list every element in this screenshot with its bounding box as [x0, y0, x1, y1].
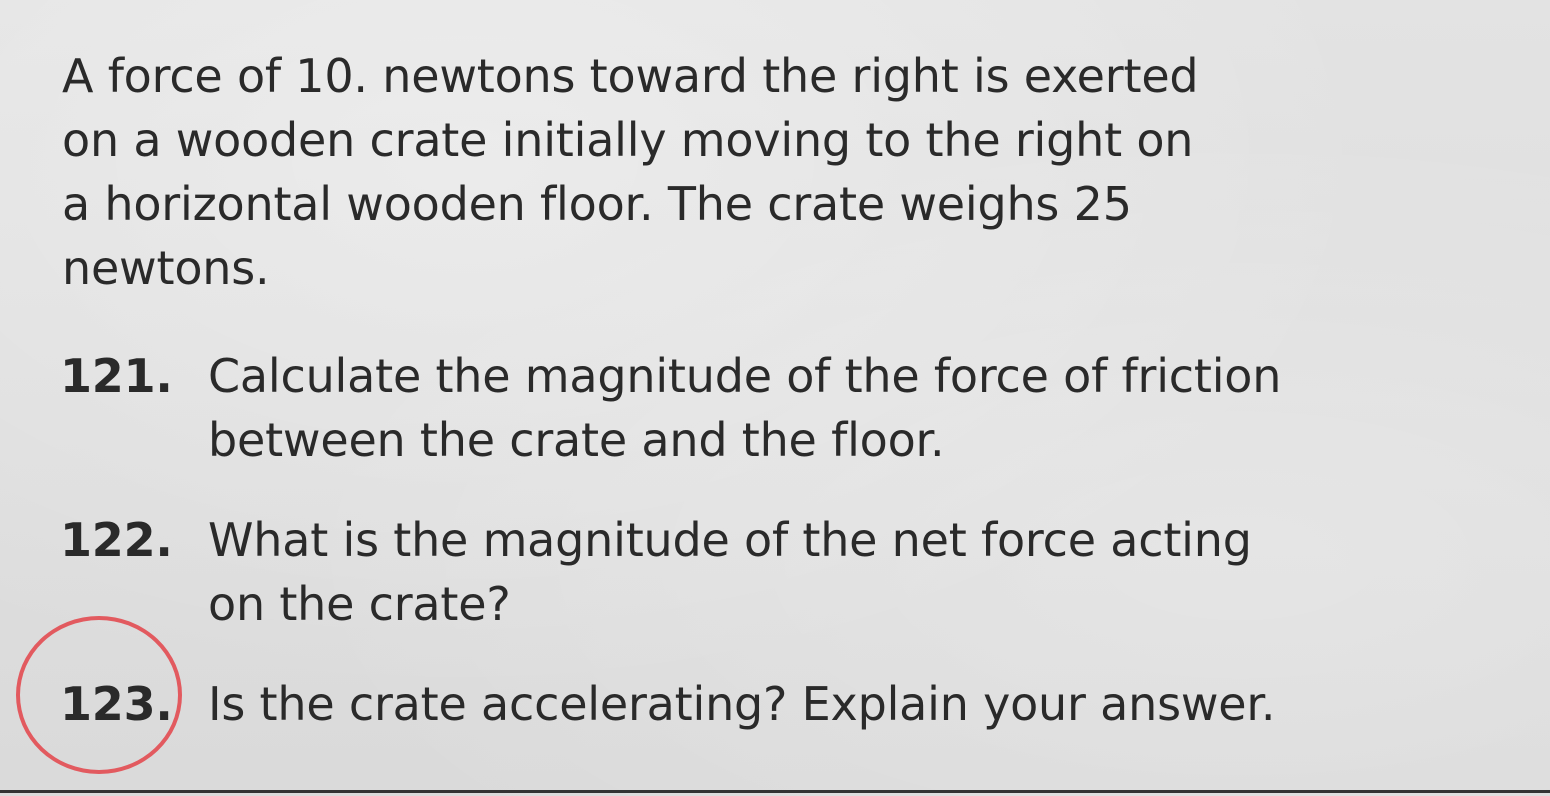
- question-number: 121.: [60, 349, 173, 403]
- question-text: Is the crate accelerating? Explain your answer.: [208, 677, 1276, 731]
- red-circle-annotation: [16, 616, 182, 774]
- question-text: What is the magnitude of the net force acting on the crate?: [208, 513, 1252, 631]
- question-text: Calculate the magnitude of the force of friction between the crate and the floor.: [208, 349, 1282, 467]
- problem-intro: A force of 10. newtons toward the right is exerted on a wooden crate initially moving to the right on a horizontal wooden floor. The crate weighs 25 newtons.: [62, 49, 1199, 295]
- bottom-divider: [0, 790, 1550, 793]
- question-number: 123.: [60, 677, 173, 731]
- question-number: 122.: [60, 513, 173, 567]
